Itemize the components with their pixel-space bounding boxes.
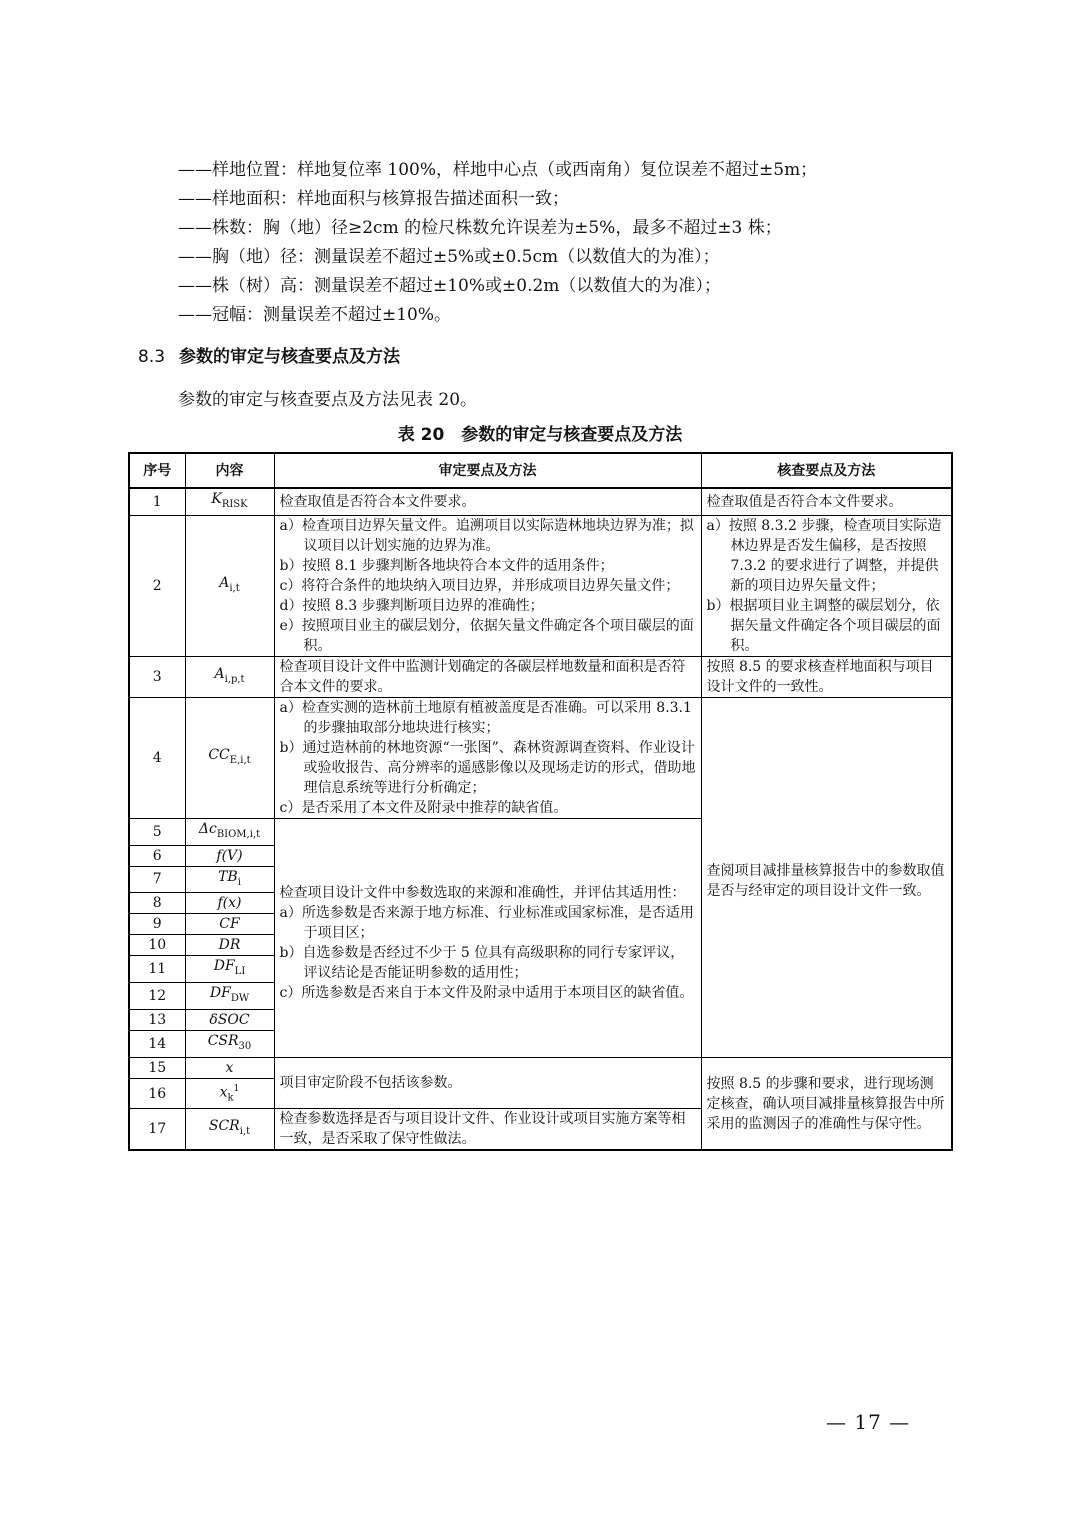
cell-param: $x_k^1$ <box>185 1078 274 1108</box>
cell-param: $DF_{LI}$ <box>185 956 274 983</box>
cell-param: $K_{RISK}$ <box>185 488 274 515</box>
parameters-table <box>128 452 953 1151</box>
cell-validation: a）检查项目边界矢量文件。追溯项目以实际造林地块边界为准；拟议项目以计划实施的边界为准。 b）按照 8.1 步骤判断各地块符合本文件的适用条件； c）将符合条件的地块纳入项目边界，并形成项目边界矢量文件； d）按照 8.3 步骤判断项目边界的准确性； e）按照项目业主的碳层划分，依据矢量文件确定各个项目碳层的面积。 <box>274 515 701 656</box>
cell-validation-merged: 检查项目设计文件中参数选取的来源和准确性，并评估其适用性： a）所选参数是否来源于地方标准、行业标准或国家标准，是否适用于项目区； b）自选参数是否经过不少于 5 位具有高级职称的同行专家评议，评议结论是否能证明参数的适用性； c）所选参数是否来自于本文件及附录中适用于本项目区的缺省值。 <box>274 818 701 1057</box>
cell-param: x <box>185 1057 274 1078</box>
cell-no: 10 <box>129 935 185 956</box>
cell-validation: a）检查实测的造林前土地原有植被盖度是否准确。可以采用 8.3.1 的步骤抽取部分地块进行核实； b）通过造林前的林地资源“一张图”、森林资源调查资料、作业设计或验收报告、高分辨率的遥感影像以及现场走访的形式，借助地理信息系统等进行分析确定； c）是否采用了本文件及附录中推荐的缺省值。 <box>274 697 701 818</box>
cell-no: 4 <box>129 697 185 818</box>
cell-validation: 检查参数选择是否与项目设计文件、作业设计或项目实施方案等相一致，是否采取了保守性做法。 <box>274 1109 701 1151</box>
cell-param: $CSR_{30}$ <box>185 1030 274 1057</box>
cell-param: δSOC <box>185 1009 274 1030</box>
header-verification: 核查要点及方法 <box>701 453 952 488</box>
cell-no: 8 <box>129 893 185 914</box>
list-item: ——株数：胸（地）径≥2cm 的检尺株数允许误差为±5%，最多不超过±3 株； <box>178 218 782 238</box>
cell-param: CF <box>185 914 274 935</box>
cell-no: 2 <box>129 515 185 656</box>
cell-no: 16 <box>129 1078 185 1108</box>
table-header-row <box>129 453 952 488</box>
header-no: 序号 <box>129 453 185 488</box>
cell-no: 1 <box>129 488 185 515</box>
cell-param: $SCR_{i,t}$ <box>185 1109 274 1151</box>
cell-param: $TB_i$ <box>185 866 274 893</box>
cell-no: 7 <box>129 866 185 893</box>
cell-no: 9 <box>129 914 185 935</box>
table-row <box>129 515 952 656</box>
cell-no: 5 <box>129 818 185 845</box>
cell-param: $A_{i,t}$ <box>185 515 274 656</box>
table-caption: 表 20 参数的审定与核查要点及方法 <box>397 425 683 445</box>
cell-no: 11 <box>129 956 185 983</box>
cell-no: 3 <box>129 656 185 697</box>
page-number: — 17 — <box>826 1410 911 1434</box>
cell-no: 6 <box>129 845 185 866</box>
section-title: 参数的审定与核查要点及方法 <box>179 347 401 367</box>
list-item: ——冠幅：测量误差不超过±10%。 <box>178 305 452 325</box>
cell-validation-merged: 项目审定阶段不包括该参数。 <box>274 1057 701 1108</box>
list-item: ——样地面积：样地面积与核算报告描述面积一致； <box>178 189 569 209</box>
cell-validation: 检查取值是否符合本文件要求。 <box>274 488 701 515</box>
list-item: ——株（树）高：测量误差不超过±10%或±0.2m（以数值大的为准）； <box>178 276 721 296</box>
table-row <box>129 656 952 697</box>
cell-no: 13 <box>129 1009 185 1030</box>
cell-validation: 检查项目设计文件中监测计划确定的各碳层样地数量和面积是否符合本文件的要求。 <box>274 656 701 697</box>
requirements-list <box>178 156 958 330</box>
cell-param: $DF_{DW}$ <box>185 983 274 1010</box>
cell-no: 15 <box>129 1057 185 1078</box>
cell-param: DR <box>185 935 274 956</box>
table-row <box>129 488 952 515</box>
intro-paragraph: 参数的审定与核查要点及方法见表 20。 <box>178 390 478 410</box>
header-content: 内容 <box>185 453 274 488</box>
cell-verification-merged: 查阅项目减排量核算报告中的参数取值是否与经审定的项目设计文件一致。 <box>701 697 952 1057</box>
cell-verification: 按照 8.5 的要求核查样地面积与项目设计文件的一致性。 <box>701 656 952 697</box>
cell-param: $A_{i,p,t}$ <box>185 656 274 697</box>
cell-param: f(V) <box>185 845 274 866</box>
cell-no: 14 <box>129 1030 185 1057</box>
table-row <box>129 1057 952 1078</box>
cell-param: f(x) <box>185 893 274 914</box>
cell-verification: 检查取值是否符合本文件要求。 <box>701 488 952 515</box>
list-item: ——胸（地）径：测量误差不超过±5%或±0.5cm（以数值大的为准）； <box>178 247 720 267</box>
list-item: ——样地位置：样地复位率 100%，样地中心点（或西南角）复位误差不超过±5m； <box>178 160 818 180</box>
table-row <box>129 697 952 818</box>
cell-no: 17 <box>129 1109 185 1151</box>
cell-param: $CC_{E,i,t}$ <box>185 697 274 818</box>
cell-verification-merged: 按照 8.5 的步骤和要求，进行现场测定核查，确认项目减排量核算报告中所采用的监测因子的准确性与保守性。 <box>701 1057 952 1150</box>
cell-param: $\Delta c_{BIOM,i,t}$ <box>185 818 274 845</box>
section-heading <box>138 342 400 367</box>
header-validation: 审定要点及方法 <box>274 453 701 488</box>
cell-no: 12 <box>129 983 185 1010</box>
cell-verification: a）按照 8.3.2 步骤，检查项目实际造林边界是否发生偏移，是否按照 7.3.2 的要求进行了调整，并提供新的项目边界矢量文件； b）根据项目业主调整的碳层划分，依据矢量文件确定各个项目碳层的面积。 <box>701 515 952 656</box>
section-number: 8.3 <box>138 347 166 367</box>
